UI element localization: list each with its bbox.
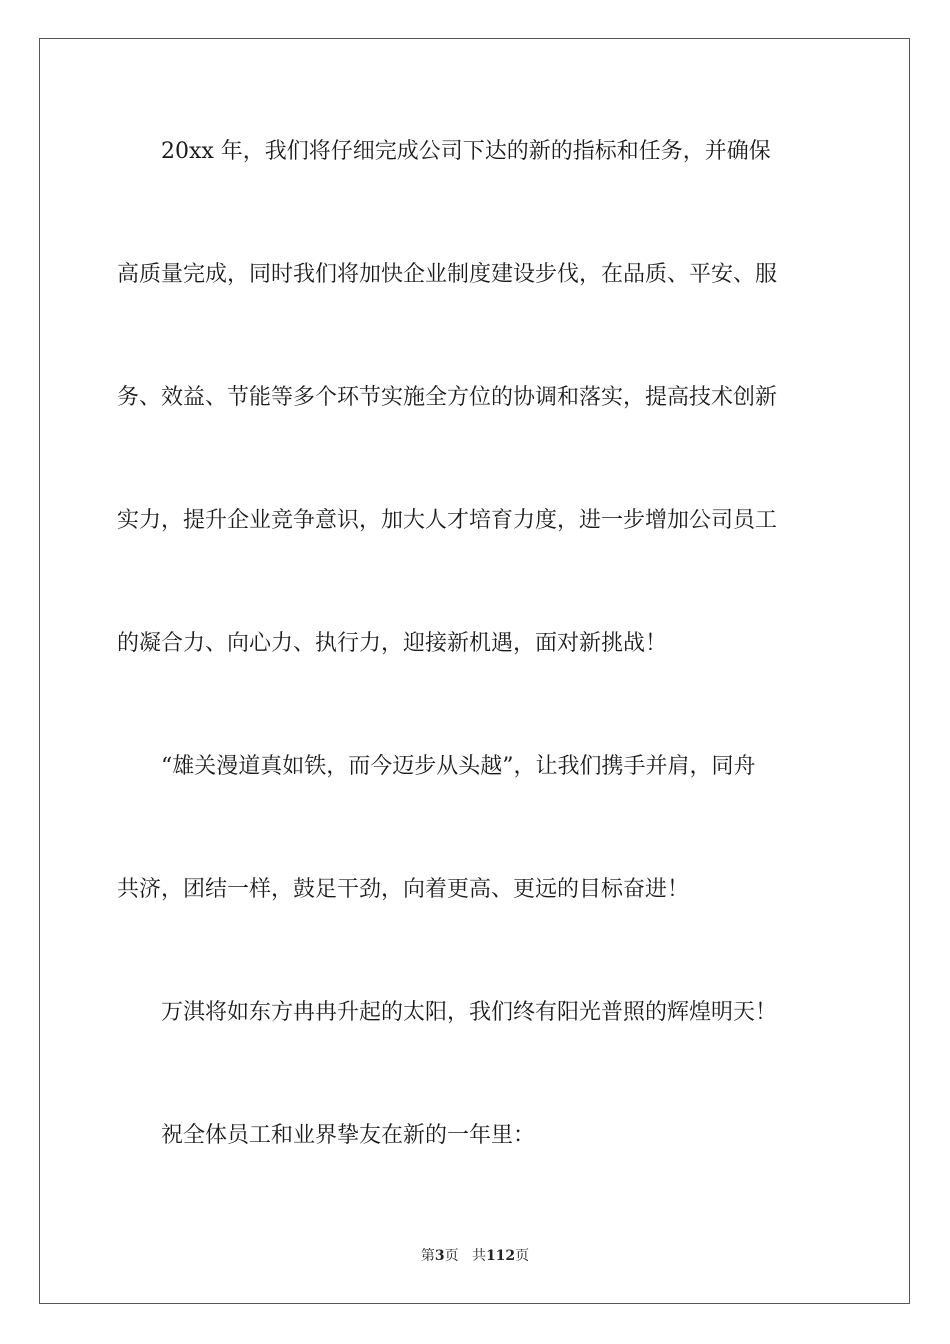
footer-total-suffix: 页	[515, 1248, 530, 1264]
paragraph-line: 高质量完成，同时我们将加快企业制度建设步伐，在品质、平安、服	[117, 262, 778, 287]
footer-page-number: 3	[434, 1248, 445, 1264]
footer-page-prefix: 第	[420, 1248, 435, 1264]
page-frame	[39, 38, 910, 1304]
footer-page-suffix: 页	[444, 1248, 459, 1264]
footer-total-prefix: 共	[471, 1248, 486, 1264]
paragraph-line: 万淇将如东方冉冉升起的太阳，我们终有阳光普照的辉煌明天！	[117, 1000, 778, 1025]
page-footer	[0, 1246, 950, 1266]
paragraph-line: “雄关漫道真如铁，而今迈步从头越”，让我们携手并肩，同舟	[117, 754, 756, 779]
paragraph-line: 祝全体员工和业界挚友在新的一年里：	[117, 1123, 536, 1148]
paragraph-line: 20xx 年，我们将仔细完成公司下达的新的指标和任务，并确保	[117, 139, 771, 164]
paragraph-line: 实力，提升企业竞争意识，加大人才培育力度，进一步增加公司员工	[117, 508, 778, 533]
paragraph-line: 的凝合力、向心力、执行力，迎接新机遇，面对新挑战！	[117, 631, 668, 656]
paragraph-line: 务、效益、节能等多个环节实施全方位的协调和落实，提高技术创新	[117, 385, 778, 410]
footer-total-pages: 112	[485, 1248, 516, 1264]
paragraph-line: 共济，团结一样，鼓足干劲，向着更高、更远的目标奋进！	[117, 877, 690, 902]
